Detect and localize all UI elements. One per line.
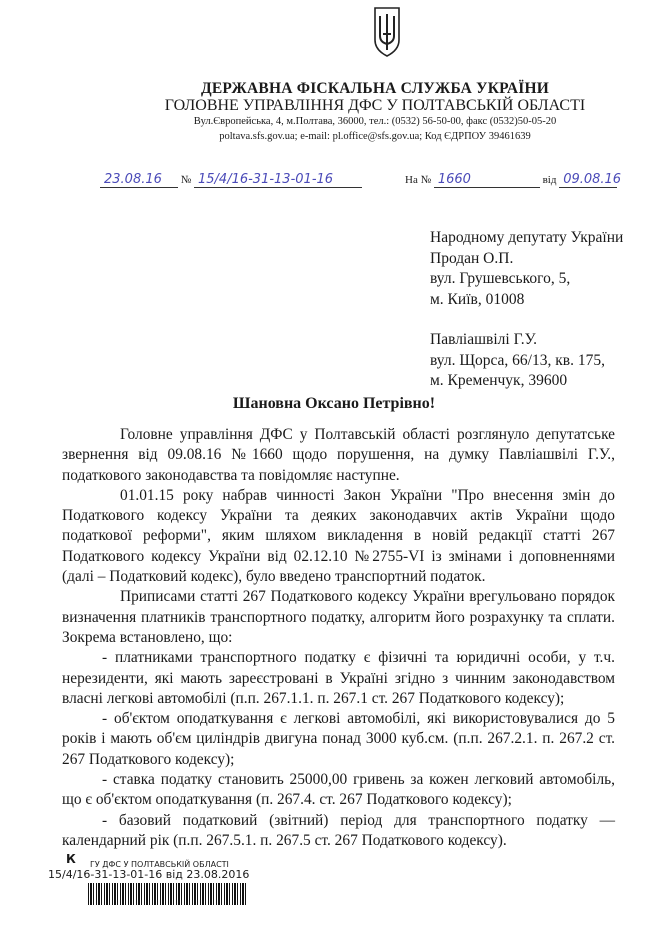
barcode-icon — [88, 883, 248, 905]
incoming-reference — [405, 172, 622, 188]
addressee-line: Народному депутату України — [430, 229, 624, 246]
trident-emblem-icon — [372, 4, 402, 58]
addressee-line: м. Кременчук, 39600 — [430, 372, 568, 389]
from-label: від — [542, 174, 557, 186]
outgoing-reference — [100, 172, 362, 188]
reply-label: На № — [405, 174, 432, 186]
letter-body — [62, 425, 615, 851]
stamp-org: ГУ ДФС У ПОЛТАВСЬКІЙ ОБЛАСТІ — [90, 860, 229, 869]
org-contacts: poltava.sfs.gov.ua; e-mail: pl.office@sfs.gov.ua; Код ЄДРПОУ 39461639 — [219, 131, 531, 142]
stamp-registration: 15/4/16-31-13-01-16 від 23.08.2016 — [48, 868, 250, 881]
paragraph: Головне управління ДФС у Полтавській області розглянуло депутатське звернення від 09.08.16 №1660 щодо порушення, на думку Павліашвілі Г.У., податкового законодавства та повідомляє наступне. — [62, 426, 615, 484]
paragraph: Приписами статті 267 Податкового кодексу України врегульовано порядок визначення платників транспортного податку, алгоритм його розрахунку та сплати. Зокрема встановлено, що: — [62, 588, 615, 646]
list-item: - базовий податковий (звітний) період для транспортного податку — календарний рік (п.п. 267.5.1. п. 267.5 ст. 267 Податкового кодексу). — [62, 811, 615, 849]
addressee-line: вул. Щорса, 66/13, кв. 175, — [430, 351, 605, 369]
registration-stamp — [48, 852, 249, 905]
org-address: Вул.Європейська, 4, м.Полтава, 36000, тел.: (0532) 56-50-00, факс (0532)50-05-20 — [193, 116, 557, 127]
reply-date: 09.08.16 — [559, 172, 617, 188]
list-item: - ставка податку становить 25000,00 гривень за кожен легковий автомобіль, що є об'єктом оподаткування (п. 267.4. ст. 267 Податкового кодексу); — [62, 771, 615, 809]
outgoing-number: 15/4/16-31-13-01-16 — [194, 172, 362, 188]
addressee-line: Павліашвілі Г.У. — [430, 331, 537, 348]
addressee-line: вул. Грушевського, 5, — [430, 270, 571, 287]
list-item: - об'єктом оподаткування є легкові автомобілі, які використовувалися до 5 років і мають об'єм циліндрів двигуна понад 3000 куб.см. (п.п. 267.2.1. п. 267.2 ст. 267 Податкового кодексу); — [62, 710, 615, 768]
division-title: ГОЛОВНЕ УПРАВЛІННЯ ДФС У ПОЛТАВСЬКІЙ ОБЛАСТІ — [164, 97, 586, 114]
number-label: № — [180, 174, 192, 186]
greeting: Шановна Оксано Петрівно! — [232, 395, 436, 412]
stamp-letter: К — [66, 852, 76, 866]
list-item: - платниками транспортного податку є фізичні та юридичні особи, у т.ч. нерезиденти, які мають зареєстровані в Україні згідно з чинним законодавством власні легкові автомобілі (п.п. 267.1.1. п. 267.1 ст. 267 Податкового кодексу); — [62, 649, 615, 707]
paragraph: 01.01.15 року набрав чинності Закон України "Про внесення змін до Податкового кодексу України та деяких законодавчих актів України щодо податкової реформи", яким шляхом викладення в новій редакції статті 267 Податкового кодексу України від 02.12.10 №2755-VI із змінами і доповненнями (далі – Податковий кодекс), було введено транспортний податок. — [62, 486, 615, 586]
outgoing-date: 23.08.16 — [100, 172, 178, 188]
addressee-block — [430, 228, 623, 392]
addressee-line: Продан О.П. — [430, 249, 514, 267]
org-title: ДЕРЖАВНА ФІСКАЛЬНА СЛУЖБА УКРАЇНИ — [200, 80, 549, 97]
addressee-line: м. Київ, 01008 — [430, 290, 525, 308]
reply-number: 1660 — [434, 172, 540, 188]
